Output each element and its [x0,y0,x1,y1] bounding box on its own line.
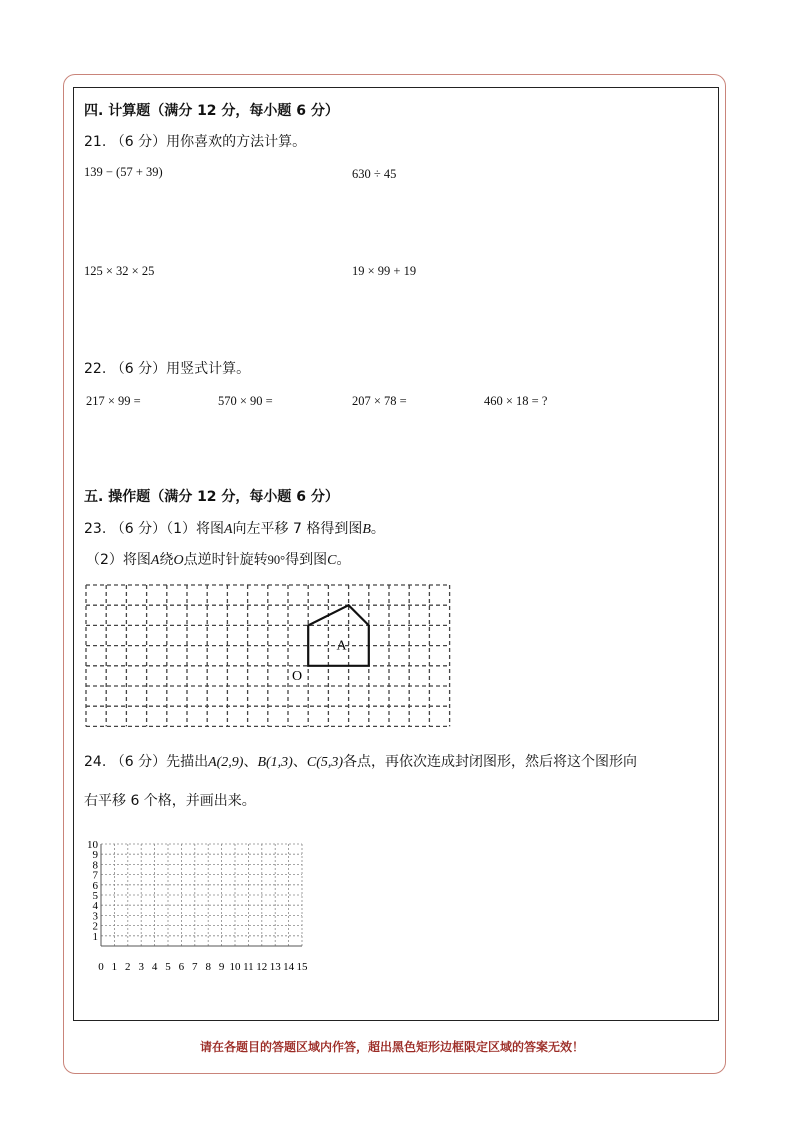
point-a: A(2,9) [208,755,244,770]
x-tick-label: 12 [256,961,268,973]
y-tick-label: 8 [92,859,98,872]
y-tick-label: 7 [92,869,98,882]
x-tick-label: 11 [243,961,254,973]
y-tick-label: 6 [92,879,98,892]
footer-note: 请在各题目的答题区域内作答，超出黑色矩形边框限定区域的答案无效！ [200,1040,585,1054]
q22-expr-4: 460 × 18 = ? [484,394,548,408]
question-22-text: 22. （6 分）用竖式计算。 [84,361,251,377]
section-4-title: 四. 计算题（满分 12 分，每小题 6 分） [84,103,339,119]
y-tick-label: 4 [92,900,98,913]
question-23-line-2: （2）将图A绕O点逆时针旋转90°得到图C。 [86,552,351,568]
x-tick-label: 14 [283,961,295,973]
x-tick-label: 8 [205,961,211,973]
x-tick-label: 13 [269,961,281,973]
y-tick-label: 2 [92,920,98,933]
x-tick-label: 10 [229,961,241,973]
x-tick-label: 4 [151,961,158,973]
q22-expr-2: 570 × 90 = [218,394,273,408]
x-tick-label: 2 [125,961,131,973]
q22-expr-1: 217 × 99 = [86,394,141,408]
x-tick-label: 9 [218,961,225,973]
x-tick-label: 0 [98,961,104,973]
x-tick-label: 15 [296,961,308,973]
q21-expr-2: 630 ÷ 45 [352,167,397,181]
point-b: B(1,3) [257,755,293,770]
figure-a-shape [308,605,369,666]
y-tick-label: 1 [92,930,98,943]
q21-expr-3: 125 × 32 × 25 [84,264,155,278]
section-5-title: 五. 操作题（满分 12 分，每小题 6 分） [84,489,339,505]
x-tick-label: 6 [178,961,185,973]
y-tick-label: 5 [92,890,98,902]
y-tick-label: 9 [92,849,98,862]
point-c: C(5,3) [306,755,344,770]
q23-dashed-grid [84,583,452,729]
question-23-line-1: 23. （6 分）（1）将图A向左平移 7 格得到图B。 [84,521,385,537]
x-tick-label: 5 [165,961,171,973]
x-tick-label: 7 [192,961,198,973]
q22-expr-3: 207 × 78 = [352,394,407,408]
y-tick-label: 3 [92,910,98,923]
q24-coordinate-grid [84,812,316,978]
x-tick-label: 3 [138,961,144,973]
question-24-line-2: 右平移 6 个格，并画出来。 [84,793,256,809]
q21-expr-1: 139 − (57 + 39) [84,165,163,179]
x-tick-label: 1 [111,961,118,973]
question-24-line-1: 24. （6 分）先描出A(2,9)、B(1,3)、C(5,3)各点，再依次连成封闭图形，然后将这个图形向 [84,754,638,770]
y-tick-label: 10 [87,839,98,851]
question-21-text: 21. （6 分）用你喜欢的方法计算。 [84,134,307,150]
q21-expr-4: 19 × 99 + 19 [352,264,417,278]
figure-a-label: A [336,638,347,654]
point-o-label: O [292,668,303,684]
